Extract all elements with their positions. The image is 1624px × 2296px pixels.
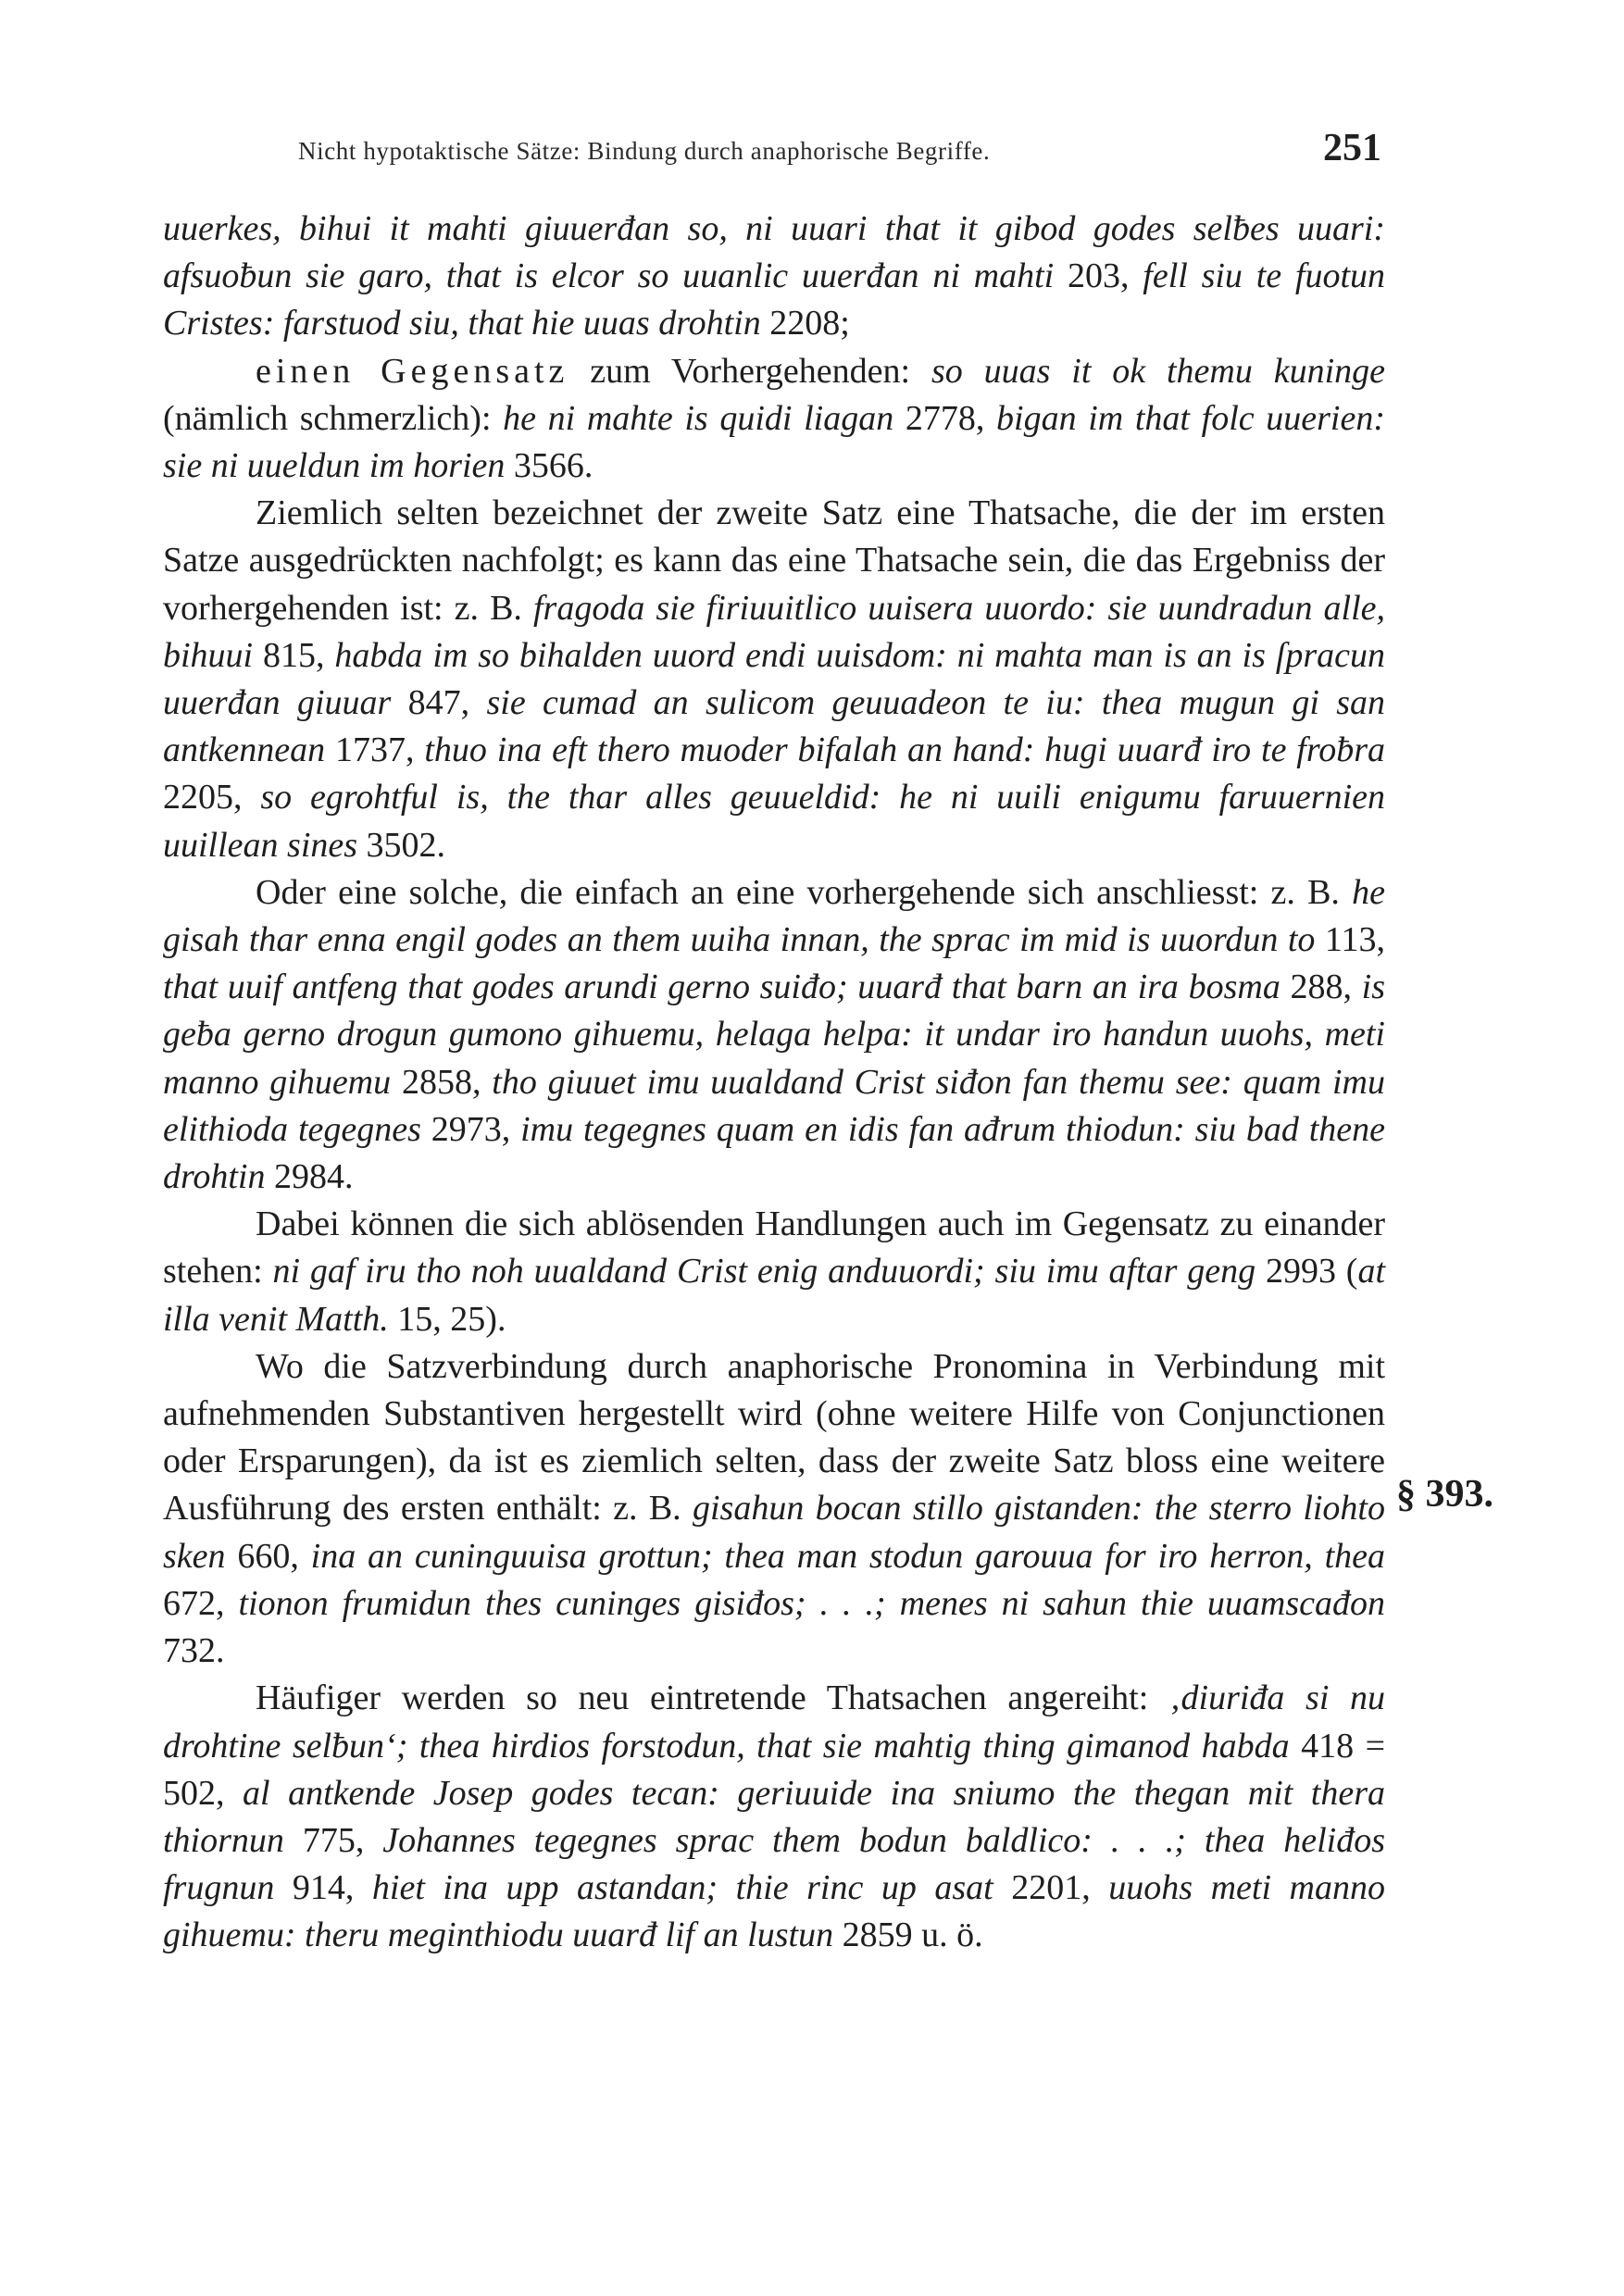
- p4-quote-d: tho giuuet imu uualdand Crist siđon fan themu see: quam imu elithioda tegegnes: [163, 1062, 1385, 1149]
- p3-ref-e: 3502.: [357, 825, 446, 865]
- p6-ref-b: 672,: [163, 1583, 239, 1623]
- p2-ref-a: 2778,: [893, 398, 997, 438]
- p5-ref-a: 2993 (: [1255, 1252, 1358, 1292]
- p7-ref-b: 775,: [283, 1820, 383, 1860]
- p4-ref-c: 2858,: [391, 1062, 493, 1102]
- p2-spaced-term: einen Gegensatz: [256, 351, 569, 391]
- p7-quote-a: ‚diuriđa si nu drohtine selƀun‘; thea hirdios forstodun, that sie mahtig thing gimanod habda: [163, 1678, 1386, 1766]
- p2-quote-c: bigan im that folc uuerien: sie ni uueldun im horien: [163, 398, 1385, 486]
- p1-quote-b: fell siu te fuotun Cristes: farstuod siu, that hie uuas drohtin: [163, 256, 1385, 343]
- p2-quote-a: so uuas it ok themu kuninge: [931, 351, 1385, 391]
- p7-ref-a: 418 = 502,: [163, 1726, 1386, 1813]
- p3-ref-b: 847,: [391, 683, 487, 723]
- p6-ref-a: 660,: [225, 1536, 311, 1576]
- p6-quote-b: ina an cuninguuisa grottun; thea man stodun garouua for iro herron, thea: [310, 1536, 1385, 1576]
- p4-quote-a: he gisah thar enna engil godes an them uuiha innan, the sprac im mid is uuordun to: [163, 872, 1385, 960]
- p3-quote-c: sie cumad an sulicom geuuadeon te iu: thea mugun gi san antkennean: [163, 683, 1386, 770]
- paragraph-6: [163, 1343, 1385, 1675]
- p4-quote-b: that uuif antfeng that godes arundi gerno suiđo; uuarđ that barn an ira bosma: [163, 967, 1280, 1007]
- running-header: [298, 126, 1381, 181]
- p4-text: Oder eine solche, die einfach an eine vorhergehende sich anschliesst: z. B.: [256, 872, 1353, 912]
- p7-ref-e: 2859 u. ö.: [833, 1915, 983, 1955]
- p2-text-a: zum Vorhergehenden:: [568, 351, 931, 391]
- p3-ref-a: 815,: [253, 635, 335, 675]
- p2-text-b: (nämlich schmerzlich):: [163, 398, 504, 438]
- p4-ref-a: 113,: [1315, 920, 1386, 960]
- p7-quote-d: hiet ina upp astandan; thie rinc up asat: [371, 1868, 993, 1908]
- paragraph-2: [163, 348, 1385, 491]
- p4-ref-b: 288,: [1280, 967, 1362, 1007]
- p3-quote-a: fragoda sie firiuuitlico uuisera uuordo: sie uundradun alle, bihuui: [163, 588, 1385, 675]
- p3-quote-e: so egrohtful is, the thar alles geuueldid: he ni uuili enigumu faruuernien uuillean sines: [163, 778, 1386, 865]
- p6-quote-a: gisahun bocan stillo gistanden: the sterro liohto sken: [163, 1489, 1385, 1576]
- paragraph-4: [163, 869, 1385, 1201]
- p1-ref-b: 2208;: [760, 304, 850, 343]
- p5-text: Dabei können die sich ablösenden Handlungen auch im Gegensatz zu einander stehen:: [163, 1204, 1385, 1292]
- p7-quote-b: al antkende Josep godes tecan: geriuuide ina sniumo the thegan mit thera thiornun: [163, 1773, 1386, 1860]
- p3-quote-b: habda im so bihalden uuord endi uuisdom: ni mahta man is an is ſpracun uuerđan giuuar: [163, 635, 1385, 723]
- p6-text: Wo die Satzverbindung durch anaphorische Pronomina in Verbindung mit aufnehmenden Substantiven hergestellt wird (ohne weitere Hilfe von Conjunctionen oder Ersparungen), da ist es ziemlich selten, dass der zweite Satz bloss eine weitere Ausführung des ersten enthält: z. B.: [163, 1346, 1385, 1529]
- p2-quote-b: he ni mahte is quidi liagan: [503, 398, 894, 438]
- paragraph-7: [163, 1675, 1385, 1959]
- p5-ref-b: 15, 25).: [388, 1299, 506, 1339]
- p3-ref-c: 1737,: [325, 730, 425, 770]
- body-text: [163, 206, 1385, 1960]
- p4-quote-e: imu tegegnes quam en idis fan ađrum thiodun: siu bad thene drohtin: [163, 1109, 1386, 1197]
- p7-ref-c: 914,: [274, 1868, 372, 1908]
- p2-ref-b: 3566.: [505, 446, 593, 486]
- running-title: Nicht hypotaktische Sätze: Bindung durch anaphorische Begriffe.: [298, 137, 991, 165]
- p4-quote-c: is geƀa gerno drogun gumono gihuemu, helaga helpa: it undar iro handun uuohs, meti manno gihuemu: [163, 967, 1386, 1102]
- p3-text: Ziemlich selten bezeichnet der zweite Satz eine Thatsache, die der im ersten Satze ausgedrückten nachfolgt; es kann das eine Thatsache sein, die das Ergebniss der vorhergehenden ist: z. B.: [163, 493, 1385, 628]
- p7-text: Häufiger werden so neu eintretende Thatsachen angereiht:: [256, 1678, 1169, 1718]
- paragraph-5: [163, 1201, 1385, 1343]
- paragraph-1: [163, 206, 1385, 348]
- p7-ref-d: 2201,: [993, 1868, 1109, 1908]
- p1-ref-a: 203,: [1054, 256, 1143, 296]
- p3-ref-d: 2205,: [163, 778, 261, 817]
- paragraph-3: [163, 490, 1385, 869]
- p5-quote-a: ni gaf iru tho noh uualdand Crist enig anduuordi; siu imu aftar geng: [272, 1252, 1256, 1292]
- p6-ref-c: 732.: [163, 1631, 225, 1671]
- p5-latin: at illa venit Matth.: [163, 1252, 1385, 1339]
- section-mark: § 393.: [1396, 1473, 1493, 1516]
- p4-ref-e: 2984.: [265, 1157, 354, 1197]
- p3-quote-d: thuo ina eft thero muoder bifalah an hand: hugi uuarđ iro te froƀra: [424, 730, 1385, 770]
- p4-ref-d: 2973,: [420, 1109, 521, 1149]
- page-number: 251: [1323, 127, 1381, 169]
- p1-quote-a: uuerkes, bihui it mahti giuuerđan so, ni uuari that it gibod godes selƀes uuari: afsuoƀun sie garo, that is elcor so uuanlic uuerđan ni mahti: [163, 209, 1385, 296]
- p7-quote-e: uuohs meti manno gihuemu: theru meginthiodu uuarđ lif an lustun: [163, 1868, 1385, 1955]
- p7-quote-c: Johannes tegegnes sprac them bodun baldlico: . . .; thea heliđos frugnun: [163, 1820, 1385, 1908]
- p6-quote-c: tionon frumidun thes cuninges gisiđos; . . .; menes ni sahun thie uuamscađon: [238, 1583, 1386, 1623]
